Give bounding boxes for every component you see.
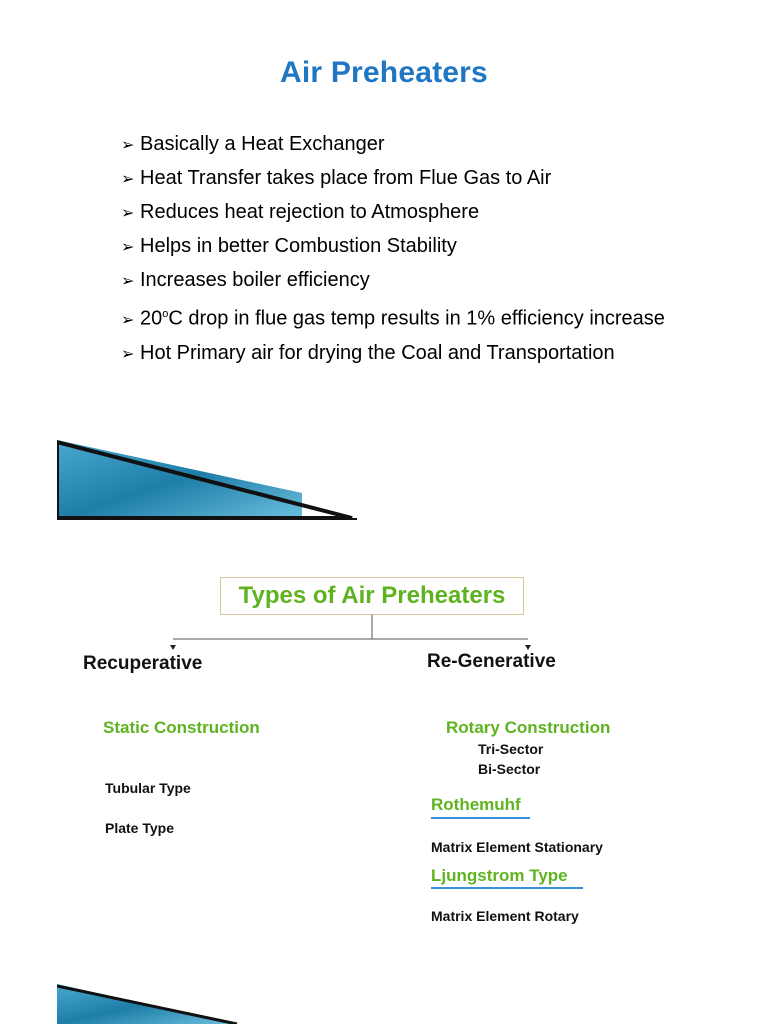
static-construction-label: Static Construction <box>103 718 260 737</box>
page-title: Air Preheaters <box>280 56 488 89</box>
arrow-bullet-icon: ➢ <box>121 311 135 329</box>
ljungstrom-label: Ljungstrom Type <box>431 866 568 885</box>
bullet-text-number: 20 <box>140 307 163 330</box>
types-title-box: Types of Air Preheaters <box>220 577 524 615</box>
arrowhead-right-icon <box>525 645 531 650</box>
regenerative-heading: Re-Generative <box>427 651 556 672</box>
rothemuhf-label: Rothemuhf <box>431 795 521 814</box>
bullet-text: Hot Primary air for drying the Coal and Transportation <box>140 341 615 364</box>
arrow-bullet-icon: ➢ <box>121 273 135 290</box>
rotary-construction-label: Rotary Construction <box>446 718 611 737</box>
arrow-bullet-icon: ➢ <box>121 137 135 154</box>
arrow-bullet-icon: ➢ <box>121 205 135 222</box>
bullet-text: Heat Transfer takes place from Flue Gas to Air <box>140 167 552 189</box>
bullet-item <box>121 339 741 369</box>
bullet-item <box>121 164 741 194</box>
tri-sector-label: Tri-Sector <box>478 741 544 757</box>
bullet-item <box>121 130 741 160</box>
decorative-banner-bottom <box>57 984 357 1024</box>
arrow-bullet-icon: ➢ <box>121 171 135 188</box>
decorative-banner-top <box>57 440 357 520</box>
banner-base <box>57 518 357 520</box>
bullet-text: C drop in flue gas temp results in 1% efficiency increase <box>168 307 665 330</box>
bullet-text: Basically a Heat Exchanger <box>140 133 385 155</box>
degree-superscript: o <box>162 308 169 320</box>
bullet-item <box>121 266 741 296</box>
arrow-bullet-icon: ➢ <box>121 239 135 256</box>
matrix-stationary-label: Matrix Element Stationary <box>431 839 603 855</box>
bullet-item <box>121 198 741 228</box>
ljungstrom-underline <box>431 887 583 889</box>
matrix-rotary-label: Matrix Element Rotary <box>431 908 579 924</box>
arrowhead-left-icon <box>170 645 176 650</box>
bi-sector-label: Bi-Sector <box>478 761 541 777</box>
recuperative-heading: Recuperative <box>83 653 203 674</box>
arrow-bullet-icon: ➢ <box>121 345 135 363</box>
bullet-text: Reduces heat rejection to Atmosphere <box>140 201 480 223</box>
bullet-text: Helps in better Combustion Stability <box>140 235 457 257</box>
bullet-item <box>121 300 741 335</box>
tubular-type-label: Tubular Type <box>105 780 191 796</box>
bullet-list <box>121 130 741 373</box>
rothemuhf-underline <box>431 817 530 819</box>
bullet-item <box>121 232 741 262</box>
bullet-text: Increases boiler efficiency <box>140 269 370 291</box>
plate-type-label: Plate Type <box>105 820 174 836</box>
